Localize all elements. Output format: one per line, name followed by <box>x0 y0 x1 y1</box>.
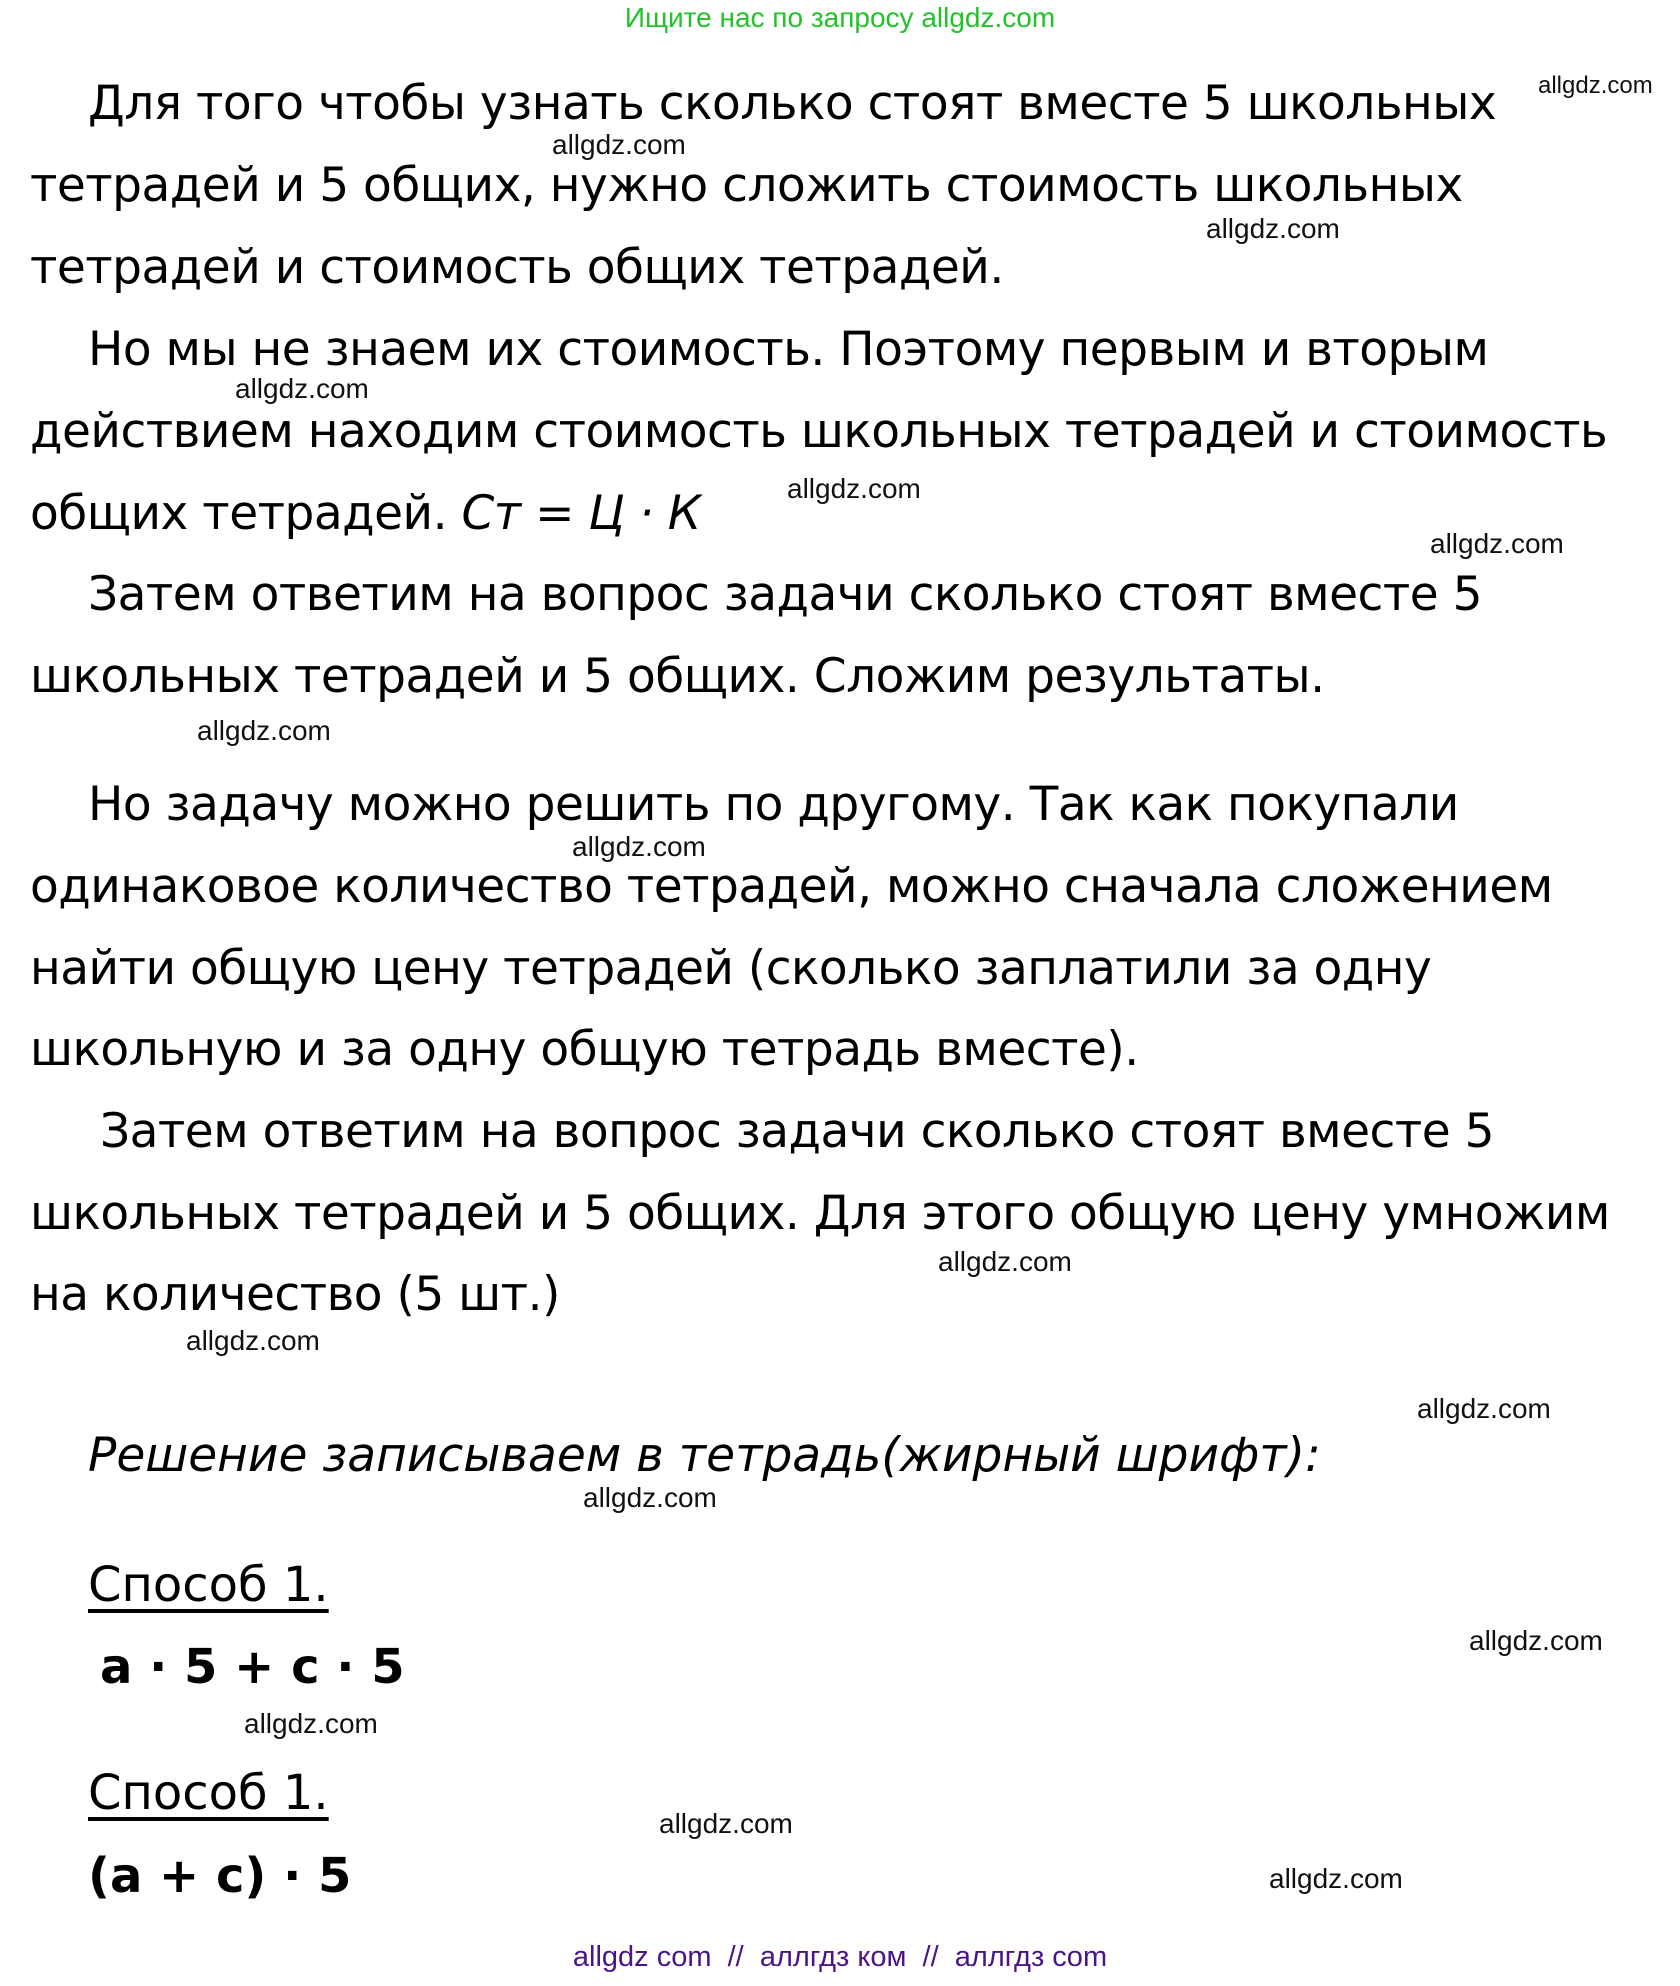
cost-formula: Ст = Ц · К <box>461 486 701 541</box>
paragraph-4-line-3: найти общую цену тетрадей (сколько заплатили за одну <box>30 941 1432 996</box>
paragraph-2-line-2: действием находим стоимость школьных тетрадей и стоимость <box>30 404 1608 459</box>
paragraph-4-line-1: Но задачу можно решить по другому. Так как покупали <box>88 777 1459 832</box>
paragraph-2-line-1: Но мы не знаем их стоимость. Поэтому первым и вторым <box>88 322 1489 377</box>
paragraph-2-line-3-text: общих тетрадей. <box>30 486 448 541</box>
header-search-banner: Ищите нас по запросу allgdz.com <box>624 2 1056 33</box>
paragraph-5-line-2: школьных тетрадей и 5 общих. Для этого общую цену умножим <box>30 1186 1610 1241</box>
method-2-title: Способ 1. <box>88 1765 329 1821</box>
watermark: allgdz.com <box>197 715 331 746</box>
footer-site-banner: allgdz com // аллгдз ком // аллгдз com <box>572 1941 1108 1973</box>
watermark: allgdz.com <box>1430 528 1564 559</box>
paragraph-5-line-3: на количество (5 шт.) <box>30 1267 560 1322</box>
paragraph-1-line-2: тетрадей и 5 общих, нужно сложить стоимость школьных <box>30 158 1463 213</box>
method-2-formula: (a + c) · 5 <box>88 1848 352 1904</box>
watermark: allgdz.com <box>244 1708 378 1739</box>
watermark: allgdz.com <box>572 831 706 862</box>
paragraph-4-line-2: одинаковое количество тетрадей, можно сначала сложением <box>30 859 1553 914</box>
watermark: allgdz.com <box>1417 1393 1551 1424</box>
paragraph-5-line-1: Затем ответим на вопрос задачи сколько стоят вместе 5 <box>100 1104 1494 1159</box>
watermark: allgdz.com <box>583 1482 717 1513</box>
watermark: allgdz.com <box>787 473 921 504</box>
watermark: allgdz.com <box>659 1808 793 1839</box>
paragraph-3-line-1: Затем ответим на вопрос задачи сколько стоят вместе 5 <box>88 567 1482 622</box>
watermark: allgdz.com <box>1206 213 1340 244</box>
watermark: allgdz.com <box>938 1246 1072 1277</box>
method-1-formula: a · 5 + c · 5 <box>100 1639 405 1695</box>
watermark: allgdz.com <box>552 129 686 160</box>
watermark: allgdz.com <box>1269 1863 1403 1894</box>
paragraph-4-line-4: школьную и за одну общую тетрадь вместе). <box>30 1022 1139 1077</box>
watermark: allgdz.com <box>235 373 369 404</box>
watermark: allgdz.com <box>186 1325 320 1356</box>
watermark: allgdz.com <box>1469 1625 1603 1656</box>
paragraph-3-line-2: школьных тетрадей и 5 общих. Сложим результаты. <box>30 649 1325 704</box>
method-1-title: Способ 1. <box>88 1557 329 1613</box>
paragraph-1-line-3: тетрадей и стоимость общих тетрадей. <box>30 240 1004 295</box>
paragraph-1-line-1: Для того чтобы узнать сколько стоят вместе 5 школьных <box>88 76 1497 131</box>
solution-heading: Решение записываем в тетрадь(жирный шрифт): <box>88 1428 1321 1483</box>
watermark: allgdz.com <box>1538 72 1653 99</box>
paragraph-2-line-3 <box>30 484 701 544</box>
